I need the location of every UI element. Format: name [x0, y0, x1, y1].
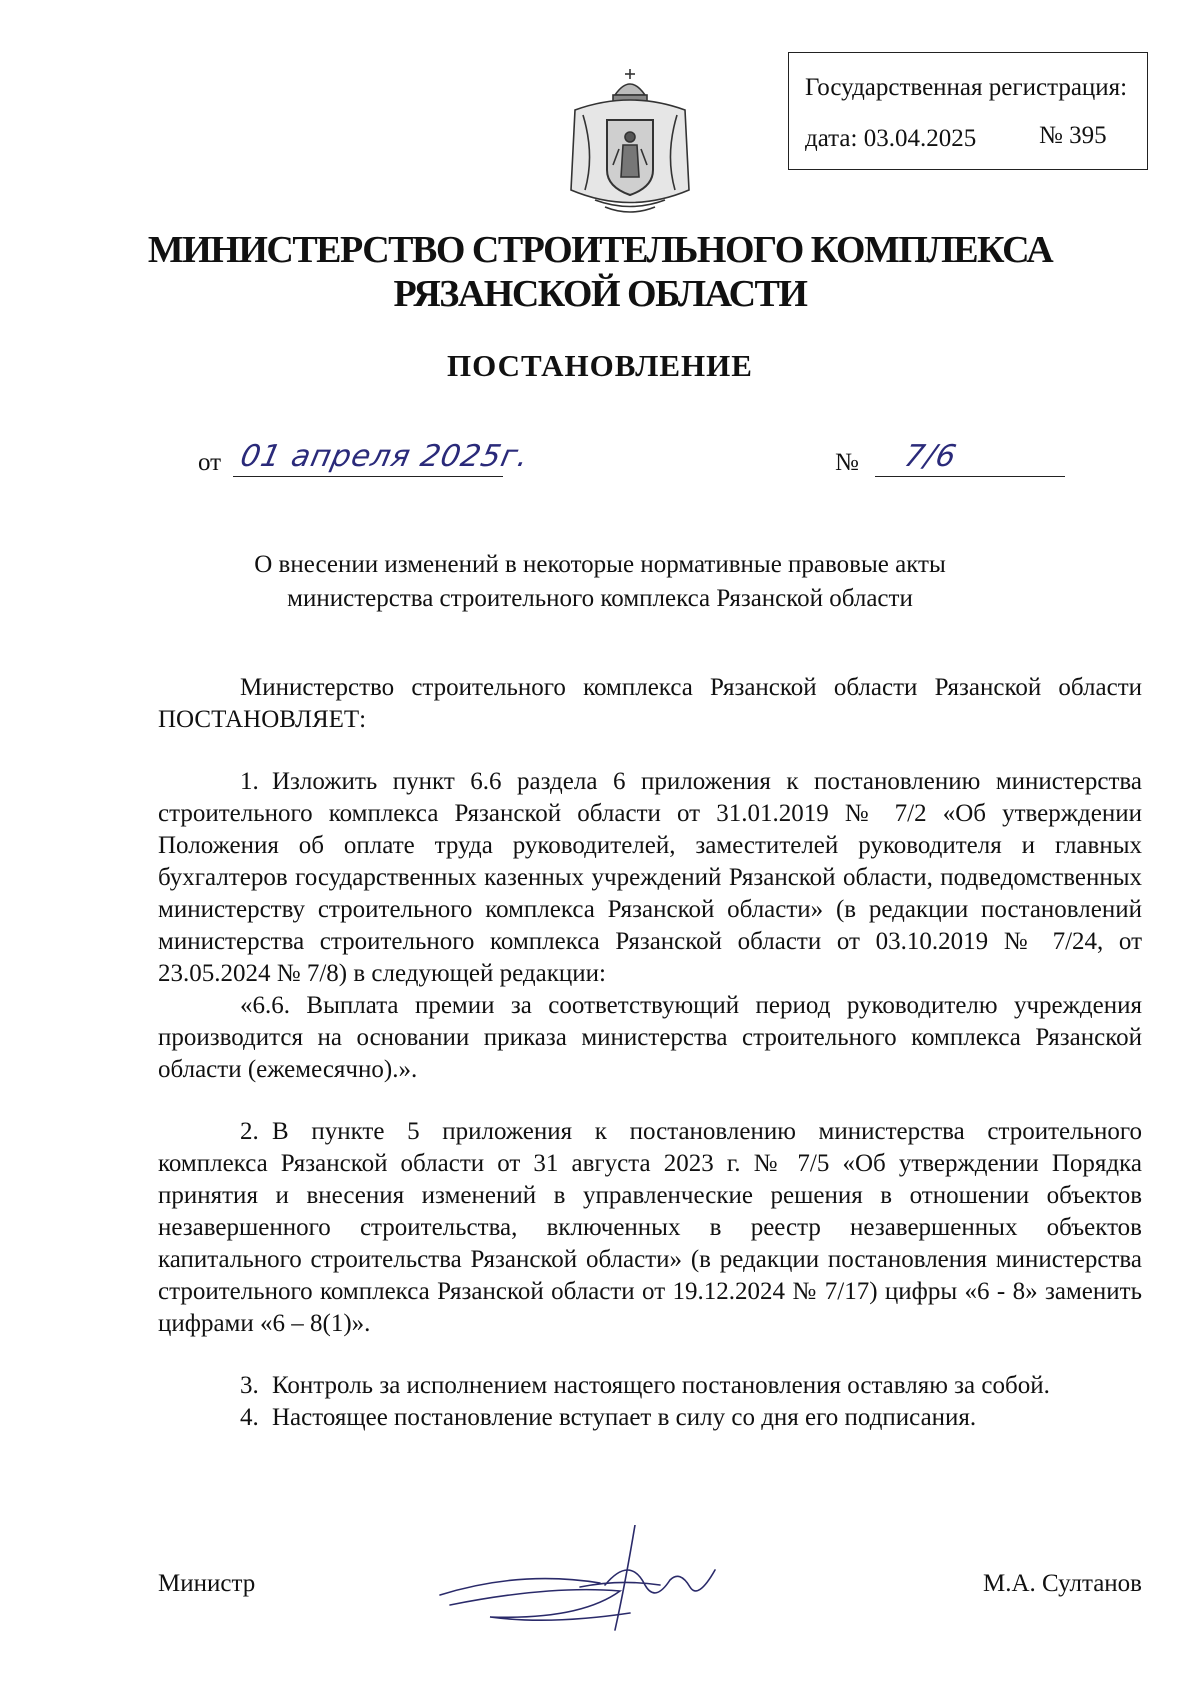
- handwritten-number: 7/6: [901, 439, 961, 474]
- ministry-title: [0, 228, 1200, 316]
- item-2-text: В пункте 5 приложения к постановлению министерства строительного комплекса Рязанской области от 31 августа 2023 г. № 7/5 «Об утверждении Порядка принятия и внесения изменений в управленческие решения в отношении объектов незавершенного строительства, включенных в реестр незавершенных объектов капитального строительства Рязанской области» (в редакции постановления министерства строительного комплекса Рязанской области от 19.12.2024 № 7/17) цифры «6 - 8» заменить цифрами «6 – 8(1)».: [158, 1118, 1142, 1337]
- date-field: [233, 439, 533, 477]
- signatory-name: М.А. Султанов: [983, 1570, 1142, 1597]
- subject-line1: О внесении изменений в некоторые нормативные правовые акты: [254, 551, 946, 578]
- decree-subject: [0, 548, 1200, 616]
- item-1-number: 1.: [240, 768, 259, 795]
- registration-number: № 395: [1039, 122, 1107, 149]
- item-1-text: Изложить пункт 6.6 раздела 6 приложения к постановлению министерства строительного комплекса Рязанской области от 31.01.2019 № 7/2 «Об утверждении Положения об оплате труда руководителей, заместителей руководителя и главных бухгалтеров государственных казенных учреждений Рязанской области, подведомственных министерству строительного комплекса Рязанской области» (в редакции постановлений министерства строительного комплекса Рязанской области от 03.10.2019 № 7/24, от 23.05.2024 № 7/8) в следующей редакции:: [158, 768, 1142, 987]
- decree-body: [158, 672, 1142, 1434]
- handwritten-signature-icon: [430, 1525, 770, 1635]
- item-2: [158, 1116, 1142, 1340]
- item-1: [158, 766, 1142, 990]
- subject-line2: министерства строительного комплекса Рязанской области: [287, 585, 913, 612]
- signatory-position: Министр: [158, 1570, 256, 1597]
- date-prefix: от: [198, 449, 222, 476]
- decree-date-row: [198, 439, 533, 477]
- registration-title: Государственная регистрация:: [805, 74, 1128, 101]
- handwritten-date: 01 апреля 2025г.: [237, 439, 533, 474]
- number-prefix: №: [835, 449, 859, 476]
- registration-date: дата: 03.04.2025: [805, 125, 977, 152]
- item-4-number: 4.: [240, 1404, 259, 1431]
- item-4: [158, 1402, 1142, 1434]
- ministry-title-line2: РЯЗАНСКОЙ ОБЛАСТИ: [393, 273, 807, 315]
- item-4-text: Настоящее постановление вступает в силу со дня его подписания.: [272, 1404, 977, 1431]
- item-1-quote: «6.6. Выплата премии за соответствующий период руководителю учреждения производится на основании приказа министерства строительного комплекса Рязанской области (ежемесячно).».: [158, 992, 1142, 1083]
- decree-type: ПОСТАНОВЛЕНИЕ: [447, 348, 753, 383]
- item-3-text: Контроль за исполнением настоящего постановления оставляю за собой.: [272, 1372, 1050, 1399]
- ministry-title-line1: МИНИСТЕРСТВО СТРОИТЕЛЬНОГО КОМПЛЕКСА: [147, 229, 1053, 271]
- item-3: [158, 1370, 1142, 1402]
- number-field: [875, 439, 1065, 477]
- ryazan-oblast-coat-of-arms-icon: [565, 65, 695, 220]
- registration-stamp: [788, 52, 1148, 170]
- decree-number-row: [835, 439, 1065, 477]
- item-3-number: 3.: [240, 1372, 259, 1399]
- preamble: Министерство строительного комплекса Рязанской области Рязанской области ПОСТАНОВЛЯЕТ:: [158, 674, 1142, 733]
- item-2-number: 2.: [240, 1118, 259, 1145]
